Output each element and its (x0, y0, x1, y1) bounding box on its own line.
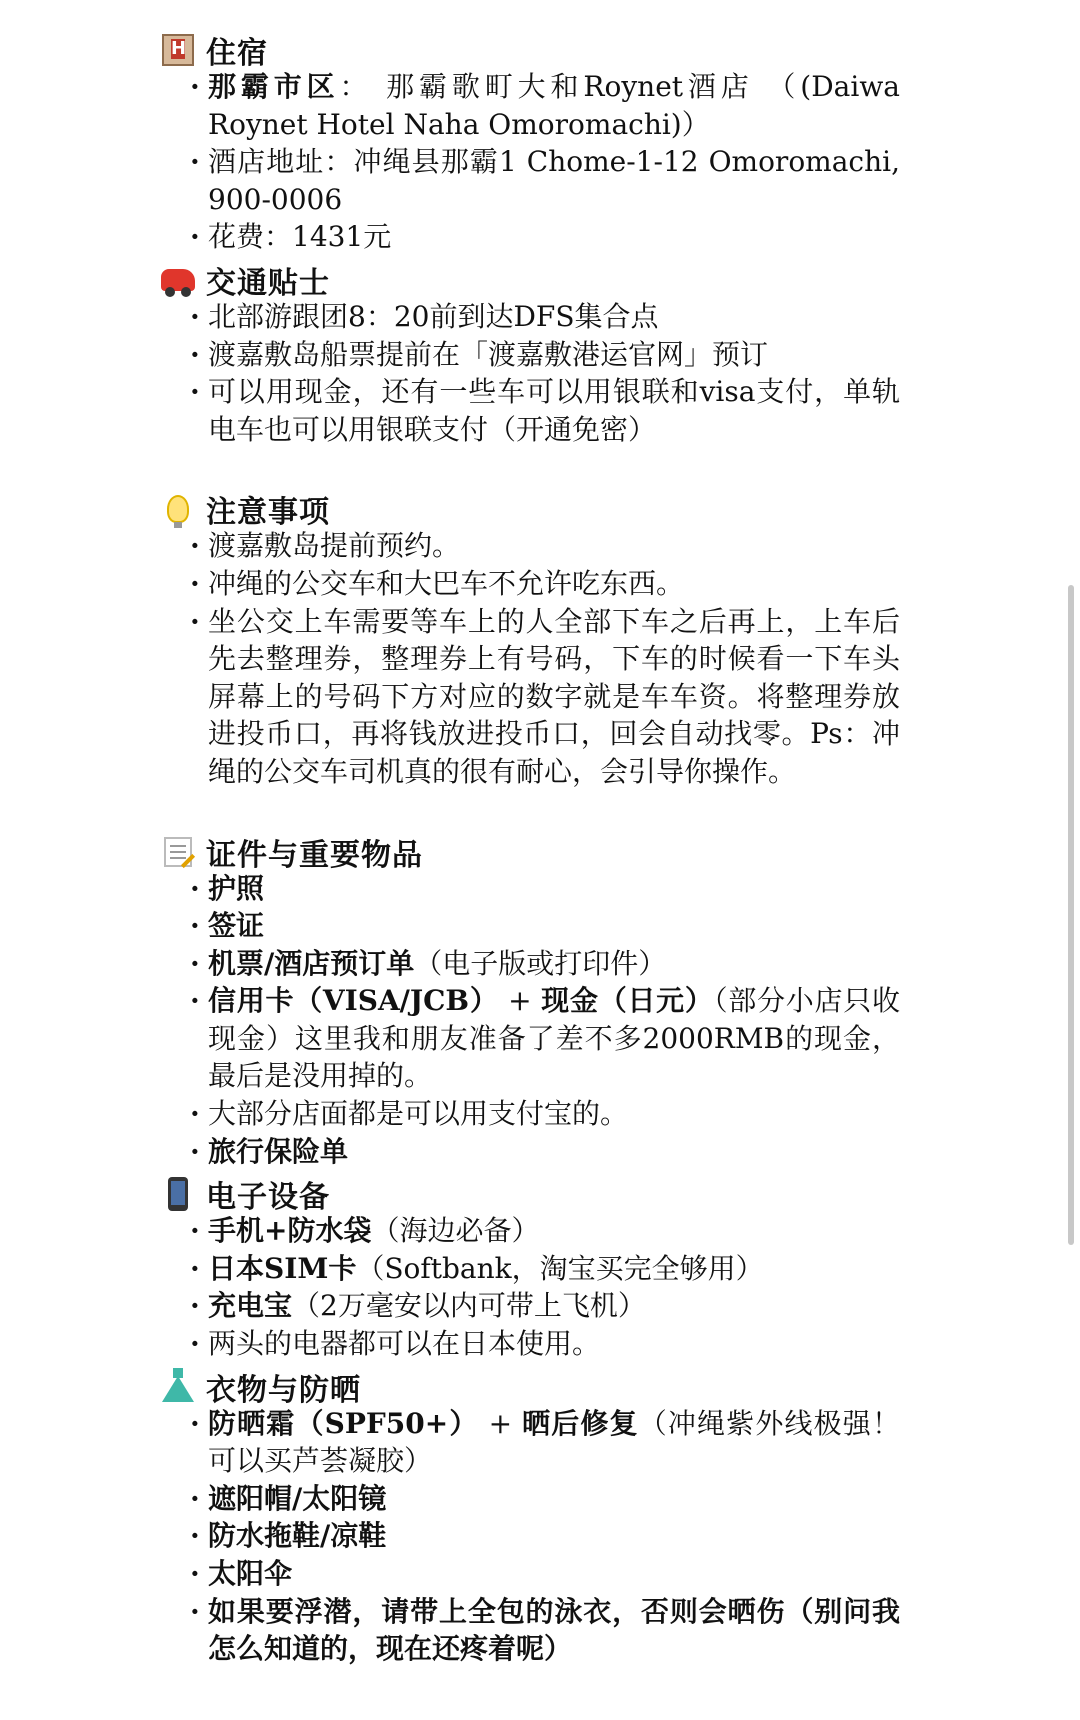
section (160, 1176, 900, 1362)
section (160, 262, 900, 485)
list-item (160, 1480, 900, 1518)
item-text-bold: 如果要浮潜，请带上全包的泳衣，否则会晒伤（别问我怎么知道的，现在还疼着呢） (208, 1594, 900, 1666)
spacer (160, 791, 900, 828)
item-text: 酒店地址：冲绳县那霸1 Chome-1-12 Omoromachi, 900-0006 (208, 145, 900, 216)
section-title-text: 注意事项 (206, 495, 330, 531)
item-text: （Softbank，淘宝买完全够用） (356, 1251, 764, 1285)
item-text: 花费：1431元 (208, 220, 392, 254)
item-text-bold: 防晒霜（SPF50+） (208, 1406, 479, 1440)
bullet-dot: · (190, 1134, 200, 1168)
bullet-dot: · (190, 909, 200, 943)
section (160, 32, 900, 256)
list-item (160, 527, 900, 565)
item-text-bold: 那霸市区 (208, 70, 340, 103)
list-item (160, 1133, 900, 1171)
bullet-dot: · (190, 1097, 200, 1131)
section-title (160, 262, 900, 301)
section (160, 1369, 900, 1668)
item-text: （部分小店只收现金）这里我和朋友准备了差不多2000RMB的现金，最后是没用掉的。 (208, 984, 900, 1093)
bullet-dot: · (190, 604, 200, 638)
bullet-dot: · (190, 1214, 200, 1248)
car-icon (160, 262, 196, 298)
item-text: 北部游跟团8：20前到达DFS集合点 (208, 299, 659, 333)
item-text-bold: 遮阳帽/太阳镜 (208, 1481, 387, 1515)
list-item (160, 1405, 900, 1480)
section-title-text: 住宿 (206, 36, 268, 71)
light-bulb-icon (160, 491, 196, 527)
list-item (160, 1555, 900, 1593)
hotel-icon (160, 32, 196, 68)
list-item (160, 603, 900, 791)
list-item (160, 1250, 900, 1288)
bullet-dot: · (190, 1557, 200, 1590)
item-text: ： 那霸歌町大和Roynet酒店 （(Daiwa Roynet Hotel Naha Omoromachi)） (208, 70, 900, 141)
list-item (160, 68, 900, 143)
list-item (160, 373, 900, 448)
bullet-dot: · (190, 70, 200, 103)
scrollbar[interactable] (1068, 585, 1074, 1245)
item-text-bold: 充电宝 (208, 1289, 293, 1323)
list-item (160, 907, 900, 945)
list-item (160, 1287, 900, 1325)
bullet-list (160, 298, 900, 448)
section (160, 491, 900, 827)
bullet-list (160, 1405, 900, 1668)
bullet-list (160, 1212, 900, 1362)
bullet-dot: · (190, 1481, 200, 1515)
document (160, 26, 900, 1668)
bullet-list (160, 68, 900, 256)
list-item (160, 565, 900, 603)
bullet-dot: · (190, 946, 200, 980)
item-text: 可以用现金，还有一些车可以用银联和visa支付，单轨电车也可以用银联支付（开通免密） (208, 375, 900, 446)
list-item (160, 1212, 900, 1250)
item-text: （海边必备） (371, 1214, 540, 1248)
item-text: （电子版或打印件） (414, 946, 667, 980)
list-item (160, 143, 900, 218)
bullet-dot: · (190, 299, 200, 333)
bullet-list (160, 527, 900, 790)
bullet-dot: · (190, 1594, 200, 1628)
list-item (160, 982, 900, 1095)
dress-icon (160, 1369, 196, 1405)
bullet-dot: · (190, 145, 200, 179)
section-title (160, 491, 900, 531)
list-item (160, 336, 900, 374)
bullet-dot: · (190, 529, 200, 563)
list-item (160, 870, 900, 908)
section-title (160, 1369, 900, 1408)
bullet-dot: · (190, 220, 200, 254)
section-title-text: 衣物与防晒 (206, 1372, 361, 1408)
list-item (160, 298, 900, 336)
item-text: （冲绳紫外线极强！可以买芦荟凝胶） (208, 1406, 900, 1478)
item-text: （2万毫安以内可带上飞机） (292, 1289, 646, 1323)
bullet-dot: · (190, 1327, 200, 1361)
item-text-bold: 现金（日元） (541, 984, 714, 1018)
bullet-dot: · (190, 1251, 200, 1285)
section-title (160, 834, 900, 873)
item-text-bold: 护照 (208, 871, 265, 905)
section (160, 834, 900, 1171)
bullet-dot: · (190, 375, 200, 409)
section-title (160, 32, 900, 71)
item-text: + (478, 1406, 523, 1440)
item-text: 冲绳的公交车和大巴车不允许吃东西。 (208, 566, 685, 600)
spacer (160, 448, 900, 485)
bullet-dot: · (190, 1406, 200, 1440)
bullet-dot: · (190, 566, 200, 600)
item-text: 渡嘉敷岛船票提前在「渡嘉敷港运官网」预订 (208, 337, 769, 371)
list-item (160, 218, 900, 256)
section-title-text: 交通贴士 (206, 265, 330, 301)
item-text-bold: 签证 (208, 909, 265, 943)
item-text-bold: 机票/酒店预订单 (208, 946, 415, 980)
item-text-bold: 太阳伞 (208, 1557, 293, 1590)
bullet-dot: · (190, 1519, 200, 1553)
memo-icon (160, 834, 196, 870)
item-text-bold: 信用卡（VISA/JCB） (208, 984, 499, 1018)
list-item (160, 1517, 900, 1555)
list-item (160, 945, 900, 983)
item-text: 渡嘉敷岛提前预约。 (208, 529, 461, 563)
item-text-bold: 防水拖鞋/凉鞋 (208, 1519, 387, 1553)
item-text-bold: 晒后修复 (522, 1406, 639, 1440)
list-item (160, 1095, 900, 1133)
item-text: + (498, 984, 542, 1018)
bullet-list (160, 870, 900, 1171)
mobile-phone-icon (160, 1176, 196, 1212)
item-text-bold: 日本SIM卡 (208, 1251, 357, 1285)
item-text: 坐公交上车需要等车上的人全部下车之后再上，上车后先去整理券，整理券上有号码，下车的时候看一下车头屏幕上的号码下方对应的数字就是车车资。将整理券放进投币口，再将钱放进投币口，回会自动找零。Ps：冲绳的公交车司机真的很有耐心，会引导你操作。 (208, 604, 900, 788)
item-text: 两头的电器都可以在日本使用。 (208, 1327, 601, 1361)
item-text-bold: 手机+防水袋 (208, 1214, 372, 1248)
list-item (160, 1325, 900, 1363)
item-text-bold: 旅行保险单 (208, 1134, 349, 1168)
bullet-dot: · (190, 871, 200, 905)
bullet-dot: · (190, 984, 200, 1018)
section-title-text: 电子设备 (206, 1180, 330, 1216)
list-item (160, 1593, 900, 1668)
bullet-dot: · (190, 337, 200, 371)
bullet-dot: · (190, 1289, 200, 1323)
section-title (160, 1176, 900, 1216)
item-text: 大部分店面都是可以用支付宝的。 (208, 1097, 629, 1131)
section-title-text: 证件与重要物品 (206, 837, 423, 873)
